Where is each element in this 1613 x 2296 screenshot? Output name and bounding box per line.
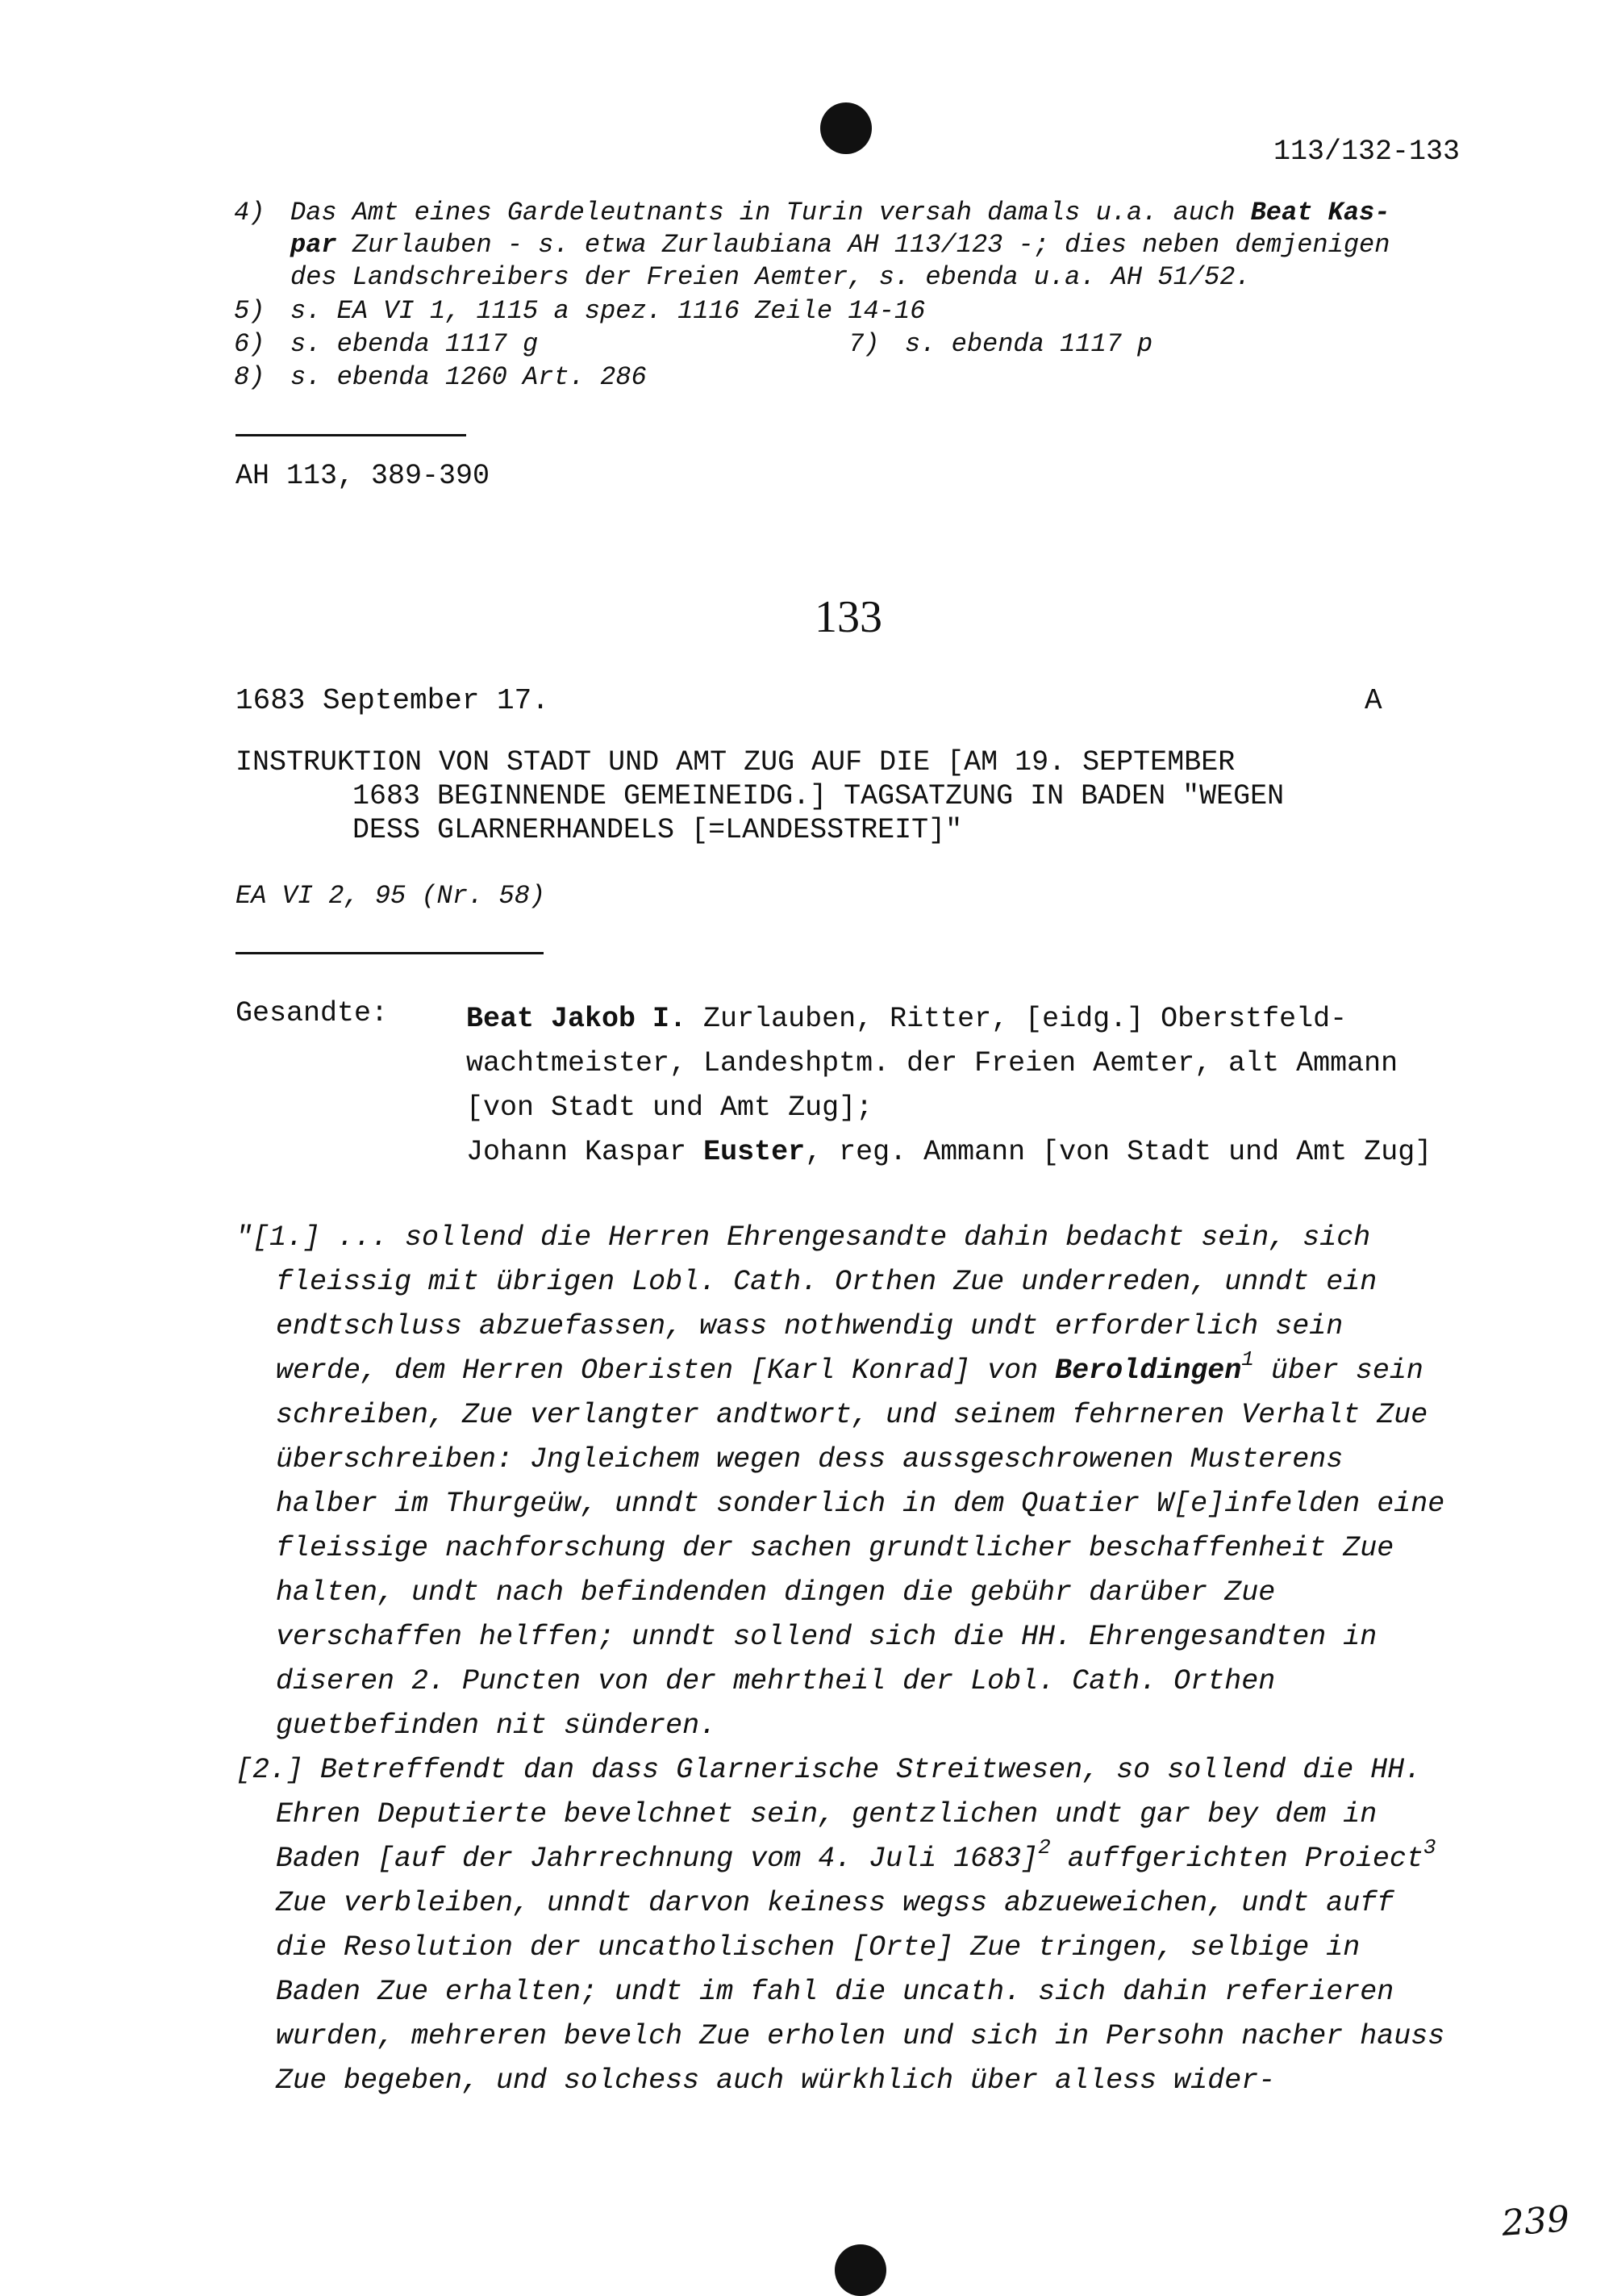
document-heading bbox=[235, 745, 1429, 847]
previous-source: AH 113, 389-390 bbox=[235, 460, 490, 492]
footnote-6 bbox=[234, 328, 538, 361]
footnote-text: s. ebenda 1117 g bbox=[290, 329, 539, 359]
heading-line: INSTRUKTION VON STADT UND AMT ZUG AUF DIE [AM 19. SEPTEMBER bbox=[235, 746, 1236, 779]
heading-line: 1683 BEGINNENDE GEMEINEIDG.] TAGSATZUNG IN BADEN "WEGEN bbox=[352, 780, 1285, 812]
instruction-paragraph-1: "[1.] ... sollend die Herren Ehrengesandte dahin bedacht sein, sich fleissig mit übrigen Lobl. Cath. Orthen Zue underreden, unndt ein endtschluss abzuefassen, wass nothwendig undt erforderlich sein werde, dem Herren Oberisten [Karl Konrad] von Beroldingen$^1$ über sein schreiben, Zue verlangter andtwort, und seinem fehrneren Verhalt Zue überschreiben: Jngleichem wegen dess aussgeschrowenen Musterens halber im Thurgeüw, unndt sonderlich in dem Quatier W[e]infelden eine fleissige nachforschung der sachen grundtlicher beschaffenheit Zue halten, undt nach befindenden dingen die gebühr darüber Zue verschaffen helffen; unndt sollend sich die HH. Ehrengesandten in diseren 2. Puncten von der mehrtheil der Lobl. Cath. Orthen guetbefinden nit sünderen. bbox=[235, 1221, 1445, 1742]
footnote-8 bbox=[234, 361, 647, 394]
envoy-entry: Johann Kaspar Euster, reg. Ammann [von Stadt und Amt Zug] bbox=[466, 1136, 1432, 1168]
document-letter: A bbox=[1365, 684, 1382, 717]
footnote-divider bbox=[235, 434, 466, 436]
punch-hole-bottom bbox=[835, 2244, 886, 2296]
footnote-number: 4) bbox=[234, 198, 265, 228]
footnote-4 bbox=[234, 197, 1460, 294]
footnote-number: 6) bbox=[234, 329, 265, 359]
handwritten-page-number: 239 bbox=[1500, 2198, 1571, 2244]
heading-divider bbox=[235, 952, 544, 954]
footnote-number: 7) bbox=[848, 329, 880, 359]
footnote-text: s. EA VI 1, 1115 a spez. 1116 Zeile 14-16 bbox=[290, 296, 926, 326]
page-reference: 113/132-133 bbox=[1273, 136, 1460, 168]
footnote-5 bbox=[234, 295, 925, 328]
footnote-number: 8) bbox=[234, 362, 265, 392]
footnote-text: s. ebenda 1260 Art. 286 bbox=[290, 362, 647, 392]
instruction-paragraph-2: [2.] Betreffendt dan dass Glarnerische Streitwesen, so sollend die HH. Ehren Deputierte bevelchnet sein, gentzlichen undt gar bey dem in Baden [auf der Jahrrechnung vom 4. Juli 1683]$^2$ auffgerichten Proiect$^3$ Zue verbleiben, unndt darvon keiness wegss abzueweichen, undt auff die Resolution der uncatholischen [Orte] Zue tringen, selbige in Baden Zue erhalten; undt im fahl die uncath. sich dahin referieren wurden, mehreren bevelch Zue erholen und sich in Persohn nacher hauss Zue begeben, und solchess auch würkhlich über alless wider- bbox=[235, 1754, 1445, 2097]
footnote-text: s. ebenda 1117 p bbox=[905, 329, 1153, 359]
document-number: 133 bbox=[815, 592, 882, 642]
footnote-number: 5) bbox=[234, 296, 265, 326]
instruction-text bbox=[235, 1216, 1461, 2103]
document-date: 1683 September 17. bbox=[235, 684, 549, 717]
envoys-label: Gesandte: bbox=[235, 997, 389, 1029]
envoys-list bbox=[466, 997, 1434, 1175]
punch-hole-top bbox=[820, 102, 872, 154]
heading-line: DESS GLARNERHANDELS [=LANDESSTREIT]" bbox=[352, 814, 963, 846]
source-citation: EA VI 2, 95 (Nr. 58) bbox=[235, 881, 546, 911]
footnote-4-text: 4) Das Amt eines Gardeleutnants in Turin versah damals u.a. auch Beat Kas- par Zurlauben - s. etwa Zurlaubiana AH 113/123 -; dies neben demjenigen des Landschreibers der Freien Aemter, s. ebenda u.a. AH 51/52. bbox=[234, 198, 1390, 292]
footnote-7 bbox=[848, 328, 1152, 361]
envoy-entry: Beat Jakob I. Zurlauben, Ritter, [eidg.] Oberstfeld-wachtmeister, Landeshptm. der Freien Aemter, alt Ammann [von Stadt und Amt Zug]; bbox=[466, 1003, 1398, 1124]
